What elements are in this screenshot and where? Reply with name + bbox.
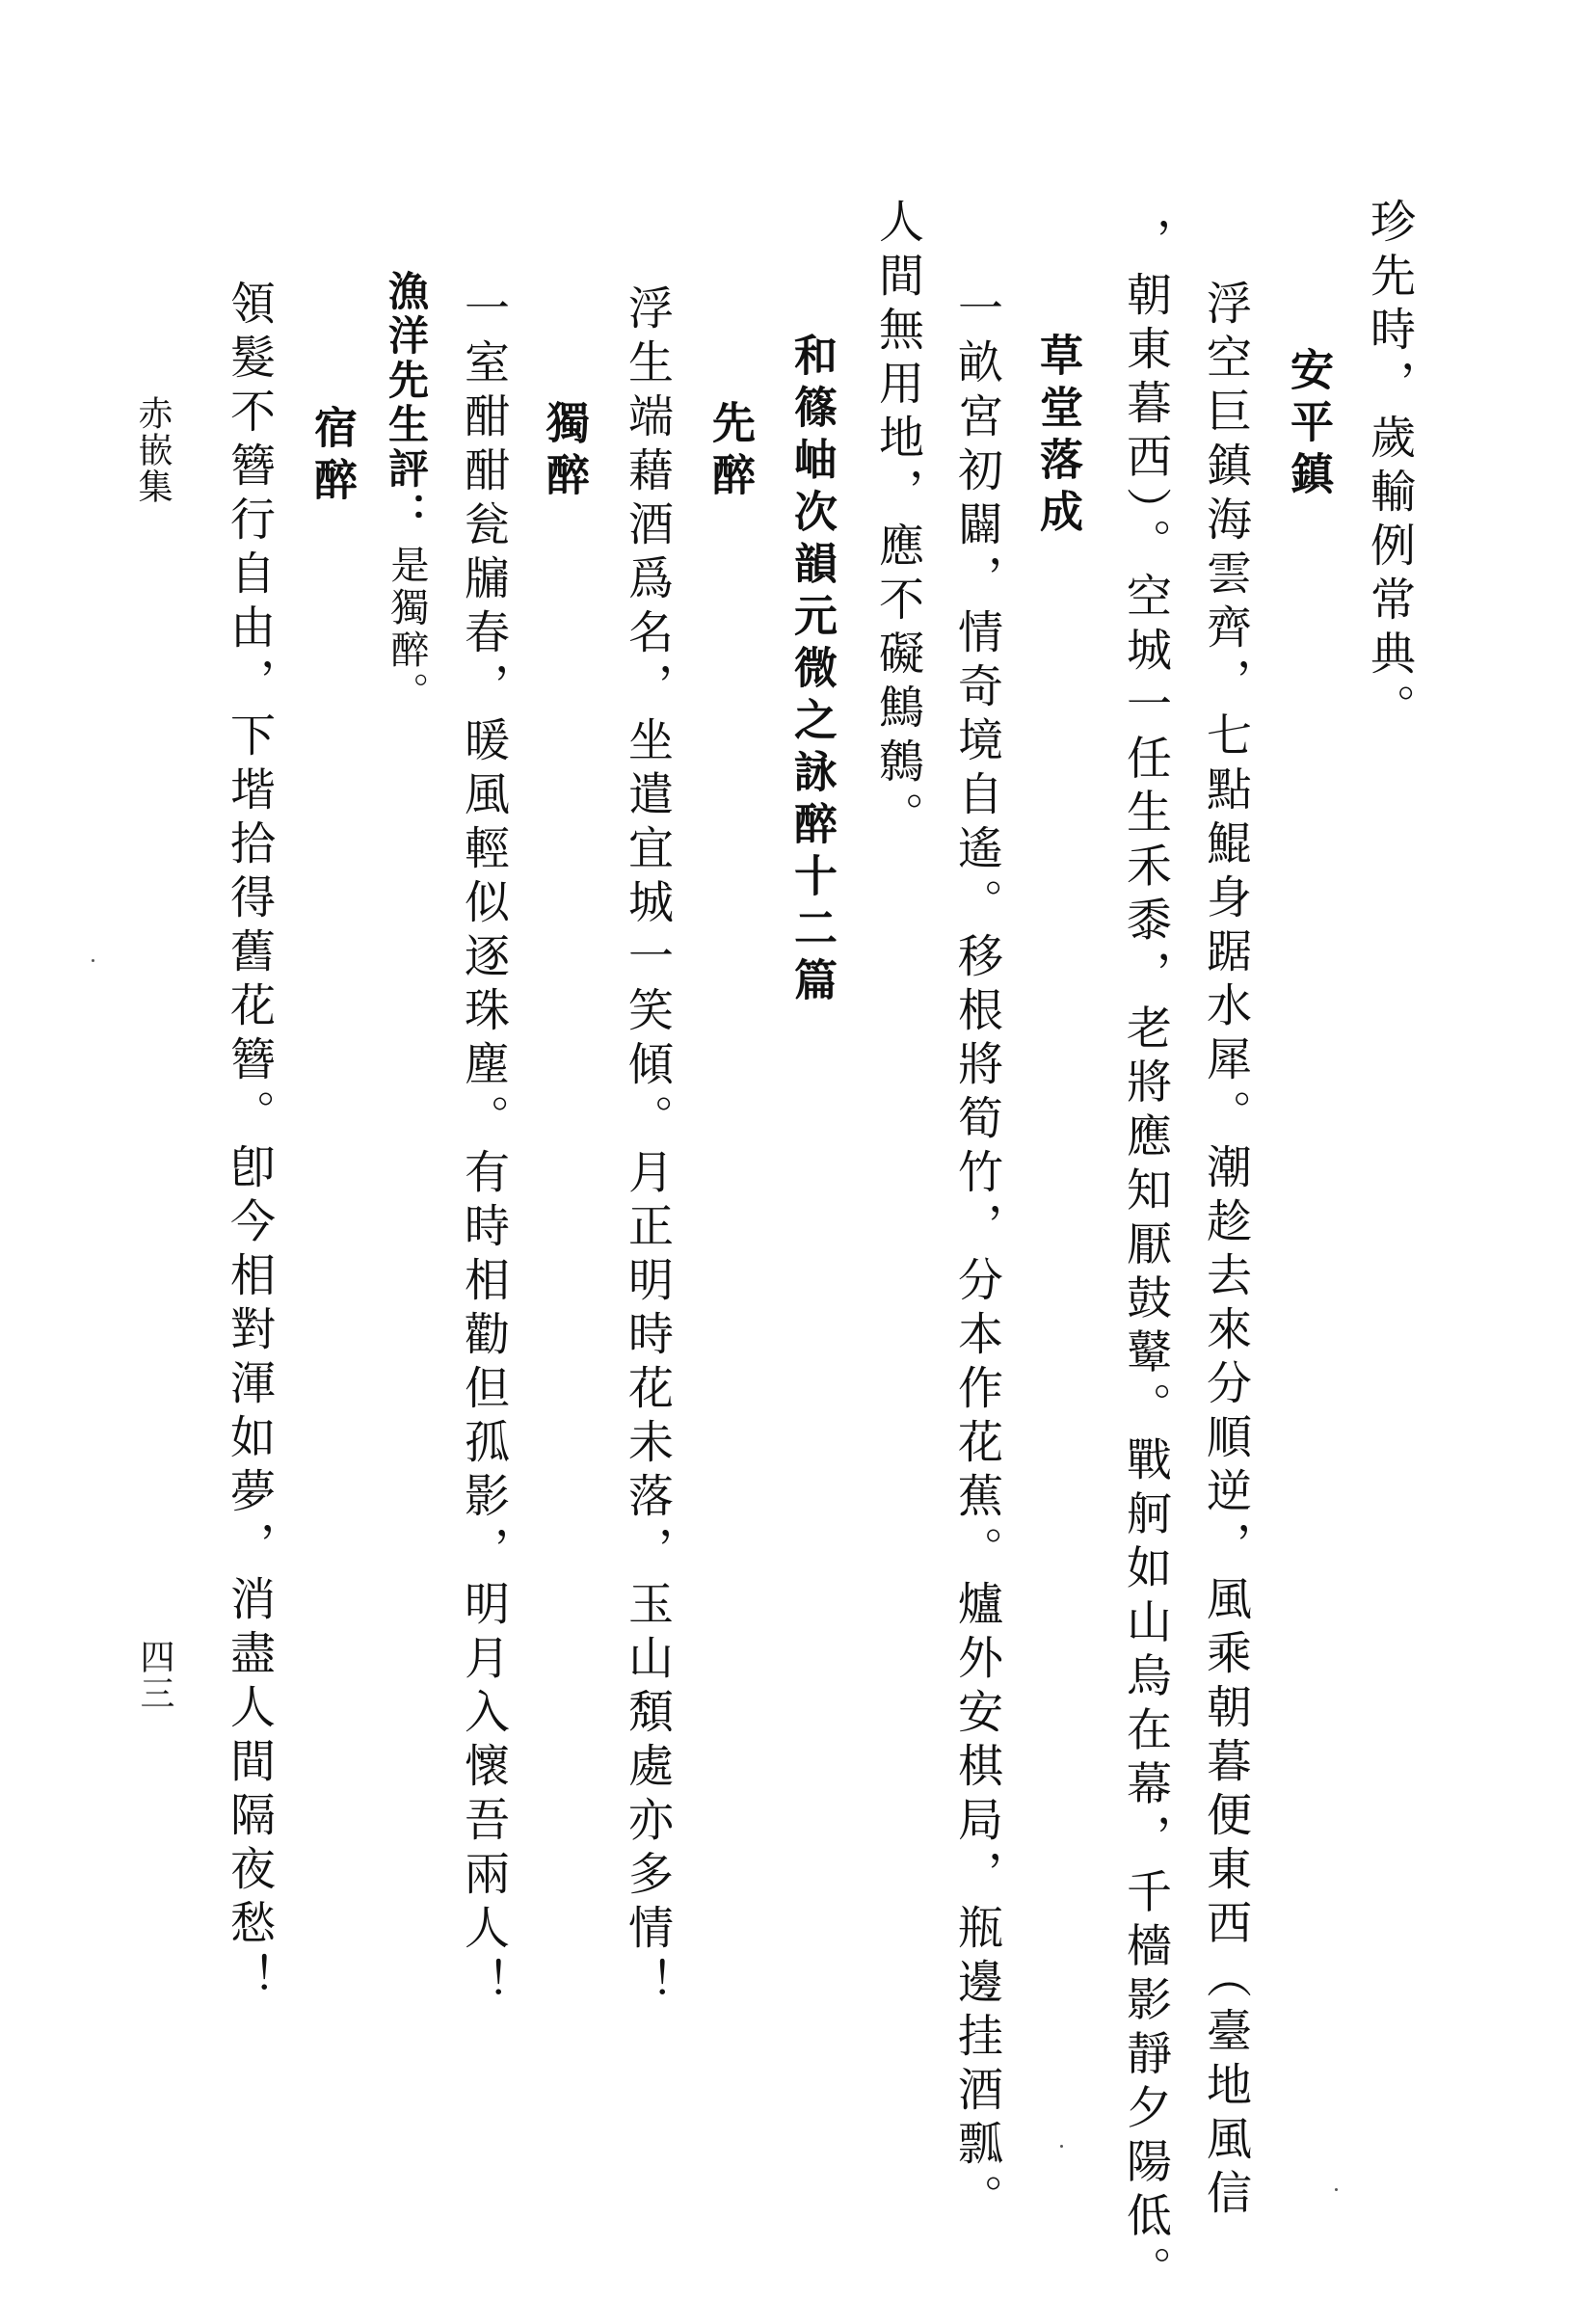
print-speck bbox=[92, 959, 94, 962]
commentary-label: 漁洋先生評： bbox=[383, 270, 430, 536]
poem-title-xianzui: 先醉 bbox=[705, 400, 756, 504]
text-column-4: ，朝東暮西）。空城一任生禾黍，老將應知厭鼓鼙。戰舸如山烏在幕，千檣影靜夕陽低。 bbox=[1119, 217, 1172, 2300]
text-column-16: 領髮不簪行自由，下堦拾得舊花簪。卽今相對渾如夢，消盡人間隔夜愁！ bbox=[223, 280, 276, 2007]
book-title: 赤嵌集 bbox=[133, 395, 173, 505]
print-speck bbox=[1060, 2145, 1063, 2148]
page-number: 四三 bbox=[135, 1639, 174, 1712]
poem-title-suzui: 宿醉 bbox=[306, 405, 358, 509]
text-column-6: 一畝宮初闢，情奇境自遙。移根將筍竹，分本作花蕉。爐外安棋局，瓶邊挂酒瓢。 bbox=[950, 284, 1003, 2228]
poem-series-title: 和篠岫次韻元微之詠醉十二篇 bbox=[786, 333, 838, 1009]
text-column-3: 浮空巨鎮海雲齊，七點鯤身踞水犀。潮趁去來分順逆，風乘朝暮便東西（臺地風信 bbox=[1199, 280, 1252, 2223]
text-column-10: 浮生端藉酒爲名，坐遣宜城一笑傾。月正明時花未落，玉山頽處亦多情！ bbox=[621, 284, 674, 2012]
text-column-1: 珍先時，歲輸例常典。 bbox=[1363, 198, 1416, 737]
poem-title-duzui: 獨醉 bbox=[539, 400, 590, 504]
print-speck bbox=[1335, 2188, 1338, 2191]
poem-title-anping: 安平鎮 bbox=[1283, 347, 1334, 503]
text-column-12: 一室酣酣瓮牖春，暖風輕似逐珠塵。有時相勸但孤影，明月入懷吾兩人！ bbox=[457, 284, 510, 2012]
commentary-text: 是獨醉。 bbox=[385, 545, 429, 714]
poem-title-caotang: 草堂落成 bbox=[1032, 333, 1083, 541]
text-column-7: 人間無用地，應不礙鷦鷯。 bbox=[871, 198, 924, 845]
